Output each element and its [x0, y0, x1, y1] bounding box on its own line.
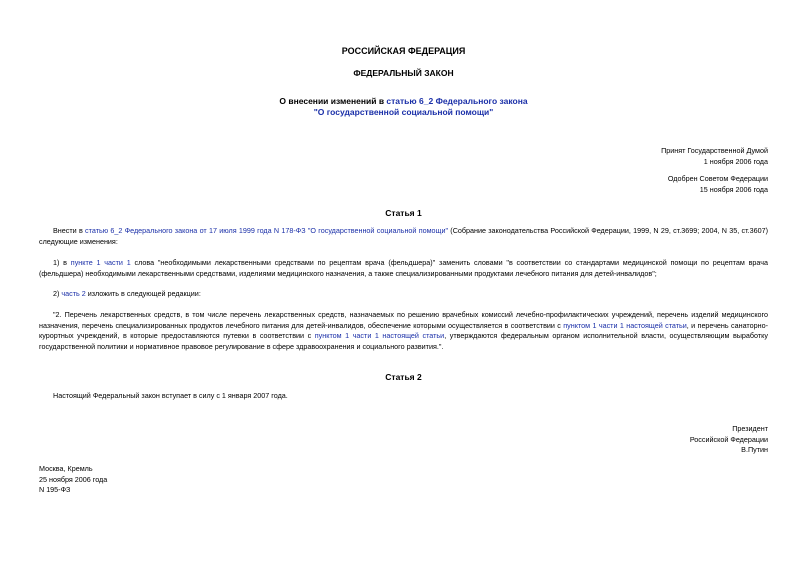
law-title-prefix: О внесении изменений в — [279, 96, 387, 106]
intro-suffix: (Собрание законодательства Российской Федерации, 1999, N 29, ст.3699; 2004, N 35, ст.3607) следующие изменения: — [39, 226, 768, 246]
footer-place: Москва, Кремль — [39, 464, 93, 473]
law-title-link-2[interactable]: "О государственной социальной помощи" — [313, 107, 494, 117]
item-2-link[interactable]: часть 2 — [61, 289, 86, 298]
footer-date: 25 ноября 2006 года — [39, 474, 108, 484]
approved-date: 15 ноября 2006 года — [699, 184, 768, 194]
article-1-intro — [39, 226, 768, 247]
item-2-text: изложить в следующей редакции: — [85, 289, 201, 298]
law-title-link[interactable]: статью 6_2 Федерального закона — [386, 96, 528, 106]
article-1-item-1 — [39, 258, 768, 279]
quote-start: "2. Перечень лекарственных средств, в том числе перечень лекарственных средств, назначаемых по решению врачебных комиссий лечебно-профилактических учреждений, перечень изделий медицинского назначения, перечень специализированных продуктов лечебного питания для детей-инвалидов, обеспечение которыми осуществляется в соответствии с — [39, 310, 768, 330]
article-1-quote — [39, 310, 768, 352]
intro-law-link[interactable]: статью 6_2 Федерального закона от 17 июля 1999 года N 178-ФЗ "О государственной социальной помощи" — [85, 226, 449, 235]
intro-prefix: Внести в — [53, 226, 86, 235]
adoption-block — [661, 146, 768, 195]
adopted-date: 1 ноября 2006 года — [703, 156, 768, 166]
adopted-by: Принят Государственной Думой — [661, 146, 768, 155]
signature-block — [690, 424, 768, 456]
item-1-prefix: 1) в — [53, 258, 71, 267]
article-2-text: Настоящий Федеральный закон вступает в силу с 1 января 2007 года. — [53, 391, 288, 400]
quote-link-1[interactable]: пунктом 1 части 1 настоящей статьи — [563, 320, 687, 330]
quote-end: , утверждаются федеральным органом исполнительной власти, осуществляющим выработку государственной политики и нормативное правовое регулирование в сфере здравоохранения и социального развития.". — [39, 331, 768, 351]
law-type-heading: ФЕДЕРАЛЬНЫЙ ЗАКОН — [353, 68, 454, 78]
article-2-heading: Статья 2 — [385, 372, 422, 382]
item-1-text: слова "необходимыми лекарственными средствами по рецептам врача (фельдшера)" заменить словами "в соответствии со стандартами медицинской помощи по рецептам врача (фельдшера) необходимыми лекарственными средствами, изделиями медицинского назначения, а также специализированными продуктами лечебного питания для детей-инвалидов"; — [39, 258, 768, 278]
country-heading: РОССИЙСКАЯ ФЕДЕРАЦИЯ — [341, 46, 466, 56]
quote-middle: , и перечень санаторно-курортных учреждений, в которые предоставляются путевки в соответствии с — [39, 320, 768, 341]
article-1-item-2 — [39, 289, 768, 300]
signature-country: Российской Федерации — [689, 434, 768, 444]
footer-block — [39, 464, 107, 496]
law-title — [0, 96, 807, 118]
item-2-prefix: 2) — [53, 289, 62, 298]
item-1-link[interactable]: пункте 1 части 1 — [70, 258, 131, 267]
signature-name: В.Путин — [741, 445, 768, 454]
footer-number: N 195-ФЗ — [39, 485, 71, 494]
article-1-heading: Статья 1 — [385, 208, 422, 218]
approved-by: Одобрен Советом Федерации — [667, 174, 768, 183]
quote-link-2[interactable]: пунктом 1 части 1 настоящей статьи — [314, 331, 445, 341]
signature-position: Президент — [732, 424, 768, 433]
